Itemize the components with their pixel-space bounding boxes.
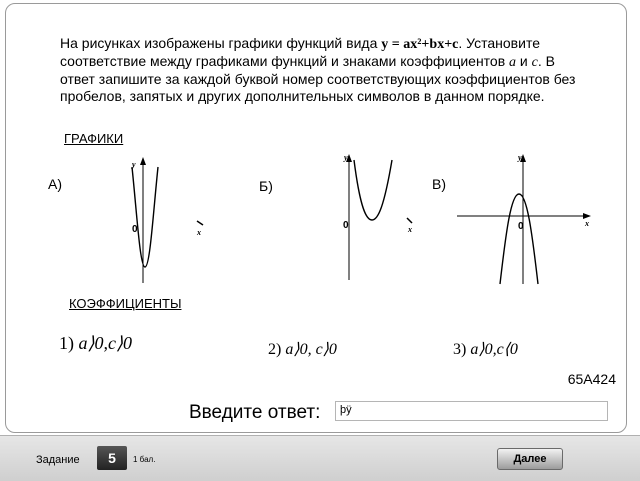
score-label: 1 бал. (133, 455, 156, 464)
graph-v-label: В) (432, 176, 446, 192)
task-code: 65A424 (567, 371, 616, 387)
next-button[interactable]: Далее (497, 448, 563, 470)
task-number: 5 (97, 446, 127, 470)
graph-a (95, 155, 210, 285)
coef-a: a (509, 55, 517, 70)
formula: y = ax²+bx+c (381, 37, 459, 52)
task-label: Задание (36, 454, 80, 466)
question-text: На рисунках изображены графики функций вида y = ax²+bx+c. Установите соответствие между графиками функций и знаками коэффициентов a и c. В ответ запишите за каждой буквой номер соответствующих коэффициентов без пробелов, запятых и других дополнительных символов в данном порядке. (60, 35, 576, 104)
coefficients-header: КОЭФФИЦИЕНТЫ (69, 296, 182, 311)
answer-input[interactable]: þÿ (335, 401, 608, 421)
graph-v-y-label: y (518, 153, 522, 162)
graph-a-x-label: x (197, 228, 201, 237)
graph-b-label: Б) (259, 178, 273, 194)
graph-b-x-label: x (408, 225, 412, 234)
graph-b-origin: 0 (343, 220, 349, 231)
coef-option-2: 2) a⟩0, c⟩0 (268, 341, 337, 358)
graph-v-origin: 0 (518, 221, 524, 232)
coef-option-3: 3) a⟩0,c⟨0 (453, 341, 518, 358)
graph-a-y-label: y (132, 160, 136, 169)
answer-label: Введите ответ: (189, 402, 321, 423)
graph-a-label: А) (48, 176, 62, 192)
graph-v-x-label: x (585, 219, 589, 228)
coef-c: c (531, 55, 538, 70)
graph-b-y-label: y (344, 153, 348, 162)
graph-a-origin: 0 (132, 224, 138, 235)
graphs-header: ГРАФИКИ (64, 131, 124, 146)
graph-b (330, 152, 430, 282)
coef-option-1: 1) a⟩0,c⟩0 (59, 333, 133, 353)
graph-v (455, 152, 600, 287)
